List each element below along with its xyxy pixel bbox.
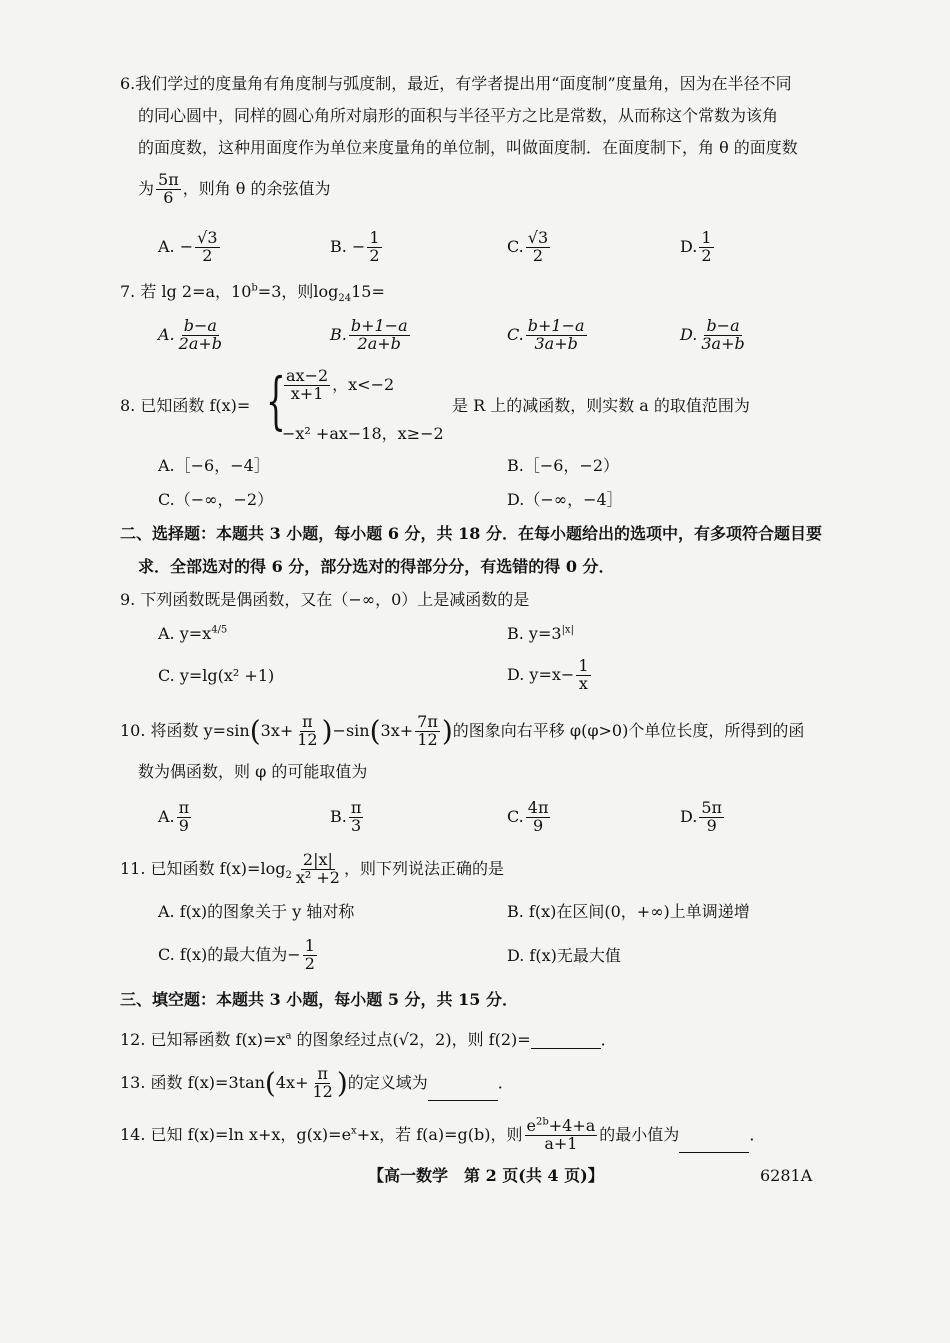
q8-option-b: B.［−6，−2） (507, 456, 620, 475)
q8-stem-post: 是 R 上的减函数，则实数 a 的取值范围为 (452, 396, 750, 415)
q6-fraction: $\frac{5\pi}{6}$ (158, 170, 179, 207)
q7-option-d: D. $\frac{b-a}{3a+b}$ (680, 316, 745, 353)
q7-option-a: A. $\frac{b-a}{2a+b}$ (158, 316, 223, 353)
q6-option-d: D. $\frac{1}{2}$ (680, 228, 712, 265)
q7-option-c: C. $\frac{b+1-a}{3a+b}$ (507, 316, 585, 353)
q8-case-2: −x² +ax−18，x≥−2 (282, 424, 444, 443)
q9-option-b: B. $y=3^{|x|}$ (507, 624, 574, 643)
q8-option-a: A.［−6，−4］ (158, 456, 270, 475)
footer-page-label: 【高一数学 第 2 页(共 4 页)】 (368, 1166, 604, 1185)
q14-answer-blank (679, 1152, 749, 1153)
q11-option-b: B. f(x)在区间(0，+∞)上单调递增 (507, 902, 750, 921)
q13-stem: 13. 函数 f(x)=3tan(4x+ $\frac{\pi}{12}$ )的定义域为 ． (120, 1064, 514, 1101)
q6-option-b: B. − $\frac{1}{2}$ (330, 228, 380, 265)
q13-answer-blank (428, 1100, 498, 1101)
q6-option-c: C. $\frac{√3}{2}$ (507, 228, 549, 265)
q10-line-2: 数为偶函数，则 φ 的可能取值为 (138, 762, 368, 781)
q8-case-1: $\frac{ax-2}{x+1}$ ，x<−2 (286, 366, 395, 403)
section-3-heading: 三、填空题：本题共 3 小题，每小题 5 分，共 15 分． (120, 990, 518, 1009)
footer-code: 6281A (760, 1166, 813, 1185)
q8-option-c: C.（−∞，−2） (158, 490, 274, 509)
q9-option-a: A. $y=x^{4/5}$ (158, 624, 228, 643)
q10-option-c: C. $\frac{4\pi}{9}$ (507, 798, 549, 835)
q12-stem: 12. 已知幂函数 $f(x)=x^a$ 的图象经过点(√2，2)，则 f(2)= ． (120, 1030, 617, 1049)
q6-line-2: 的同心圆中，同样的圆心角所对扇形的面积与半径平方之比是常数，从而称这个常数为该角 (138, 106, 779, 125)
q8-stem: 8. 已知函数 f(x)= (120, 396, 251, 415)
q11-stem: 11. 已知函数 $f(x)=\log_2$ $\frac{2|x|}{\text{x² +2}}$ ，则下列说法正确的是 (120, 850, 504, 887)
q10-option-d: D. $\frac{5\pi}{9}$ (680, 798, 723, 835)
q6-option-a: A. − $\frac{√3}{2}$ (158, 228, 218, 265)
q10-stem: 10. 将函数 y=sin(3x+ $\frac{\pi}{12}$ )−sin(3x+ $\frac{7\pi}{12}$ )的图象向右平移 φ(φ>0)个单位长度，所得到的函 (120, 712, 805, 749)
q7-stem: 7. 若 lg 2=a，$10^b=3$，则$\log_{24}15=$ (120, 282, 385, 305)
q8-brace: { (266, 364, 286, 437)
q6-line-4: 为 $\frac{5\pi}{6}$ ，则角 θ 的余弦值为 (138, 170, 331, 207)
q11-option-a: A. f(x)的图象关于 y 轴对称 (158, 902, 355, 921)
q9-option-c: C. y=lg(x² +1) (158, 666, 275, 685)
q10-option-a: A. $\frac{\pi}{9}$ (158, 798, 190, 835)
q7-option-b: B. $\frac{b+1-a}{2a+b}$ (330, 316, 408, 353)
q6-line-1: 6.我们学过的度量角有角度制与弧度制，最近，有学者提出用“面度制”度量角，因为在半径不同 (120, 74, 792, 93)
q12-answer-blank (531, 1048, 601, 1049)
section-2-note: 求．全部选对的得 6 分，部分选对的得部分分，有选错的得 0 分． (138, 557, 615, 576)
q10-option-b: B. $\frac{\pi}{3}$ (330, 798, 362, 835)
q11-option-d: D. f(x)无最大值 (507, 946, 621, 965)
q9-option-d: D. y=x− $\frac{1}{x}$ (507, 656, 589, 693)
q14-stem: 14. 已知 f(x)=ln x+x，$g(x)=e^x+x$，若 f(a)=g(b)，则 $\frac{e^{2b}+4+a}{a+1}$ 的最小值为 ． (120, 1116, 766, 1153)
q9-stem: 9. 下列函数既是偶函数，又在（−∞，0）上是减函数的是 (120, 590, 530, 609)
q6-line-3: 的面度数，这种用面度作为单位来度量角的单位制，叫做面度制．在面度制下，角 θ 的面度数 (138, 138, 798, 157)
section-2-heading: 二、选择题：本题共 3 小题，每小题 6 分，共 18 分．在每小题给出的选项中，有多项符合题目要 (120, 524, 822, 543)
q11-option-c: C. f(x)的最大值为− $\frac{1}{2}$ (158, 936, 315, 973)
q8-option-d: D.（−∞，−4］ (507, 490, 623, 509)
